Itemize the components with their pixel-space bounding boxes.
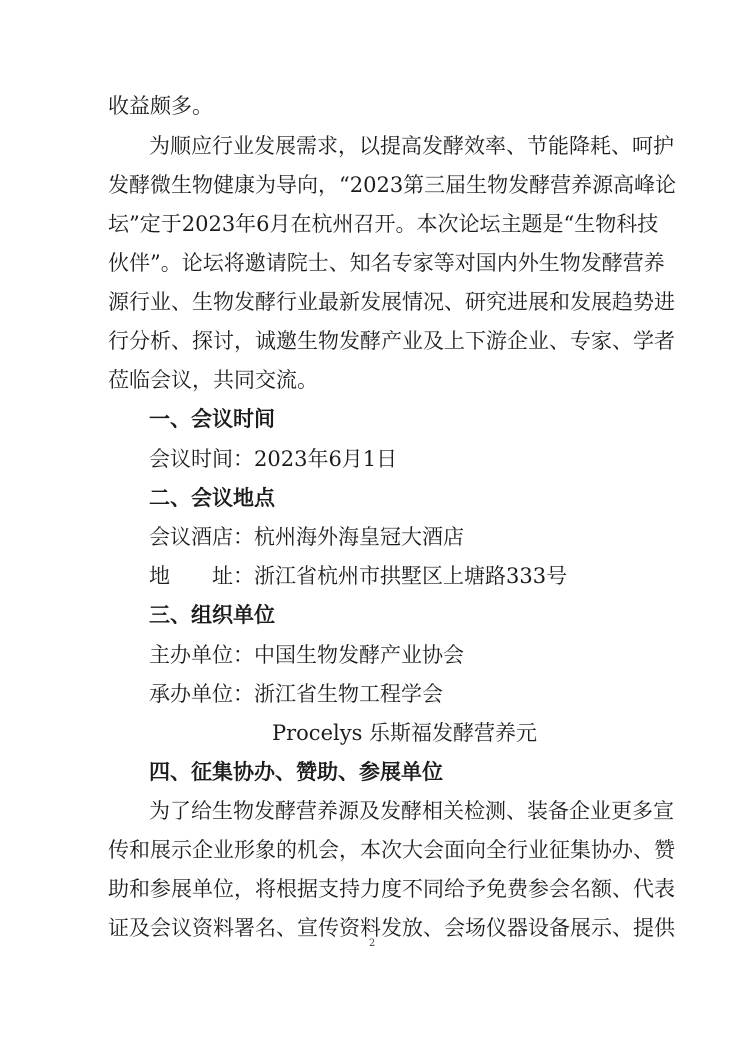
body-text-line: 会议时间：2023年6月1日 (149, 447, 398, 471)
body-text-line: Procelys 乐斯福发酵营养元 (272, 721, 538, 745)
body-text-line: 主办单位：中国生物发酵产业协会 (149, 643, 464, 667)
body-text-line: 为顺应行业发展需求，以提高发酵效率、节能降耗、呵护 (149, 134, 674, 158)
body-text-line: 承办单位：浙江省生物工程学会 (149, 682, 443, 706)
body-text-line: 为了给生物发酵营养源及发酵相关检测、装备企业更多宣 (149, 799, 674, 823)
body-text-line: 会议酒店：杭州海外海皇冠大酒店 (149, 525, 464, 549)
section-heading: 四、征集协办、赞助、参展单位 (149, 760, 443, 784)
section-heading: 二、会议地点 (149, 486, 275, 510)
section-heading: 一、会议时间 (149, 407, 275, 431)
body-text-line: 传和展示企业形象的机会，本次大会面向全行业征集协办、赞 (108, 838, 675, 862)
body-text-line: 证及会议资料署名、宣传资料发放、会场仪器设备展示、提供 (108, 916, 675, 940)
body-text-line: 坛”定于2023年6月在杭州召开。本次论坛主题是“生物科技 (108, 212, 659, 236)
body-text-line: 发酵微生物健康为导向，“2023第三届生物发酵营养源高峰论 (108, 173, 677, 197)
body-text-line: 地 址：浙江省杭州市拱墅区上塘路333号 (149, 564, 568, 588)
section-heading: 三、组织单位 (149, 603, 275, 627)
body-text-line: 收益颇多。 (108, 94, 213, 118)
page-number: 2 (368, 938, 376, 949)
body-text-line: 源行业、生物发酵行业最新发展情况、研究进展和发展趋势进 (108, 290, 675, 314)
body-text-line: 行分析、探讨，诚邀生物发酵产业及上下游企业、专家、学者 (108, 329, 675, 353)
body-text-line: 莅临会议，共同交流。 (108, 368, 318, 392)
body-text-line: 伙伴”。论坛将邀请院士、知名专家等对国内外生物发酵营养 (108, 251, 665, 275)
body-text-line: 助和参展单位，将根据支持力度不同给予免费参会名额、代表 (108, 877, 675, 901)
